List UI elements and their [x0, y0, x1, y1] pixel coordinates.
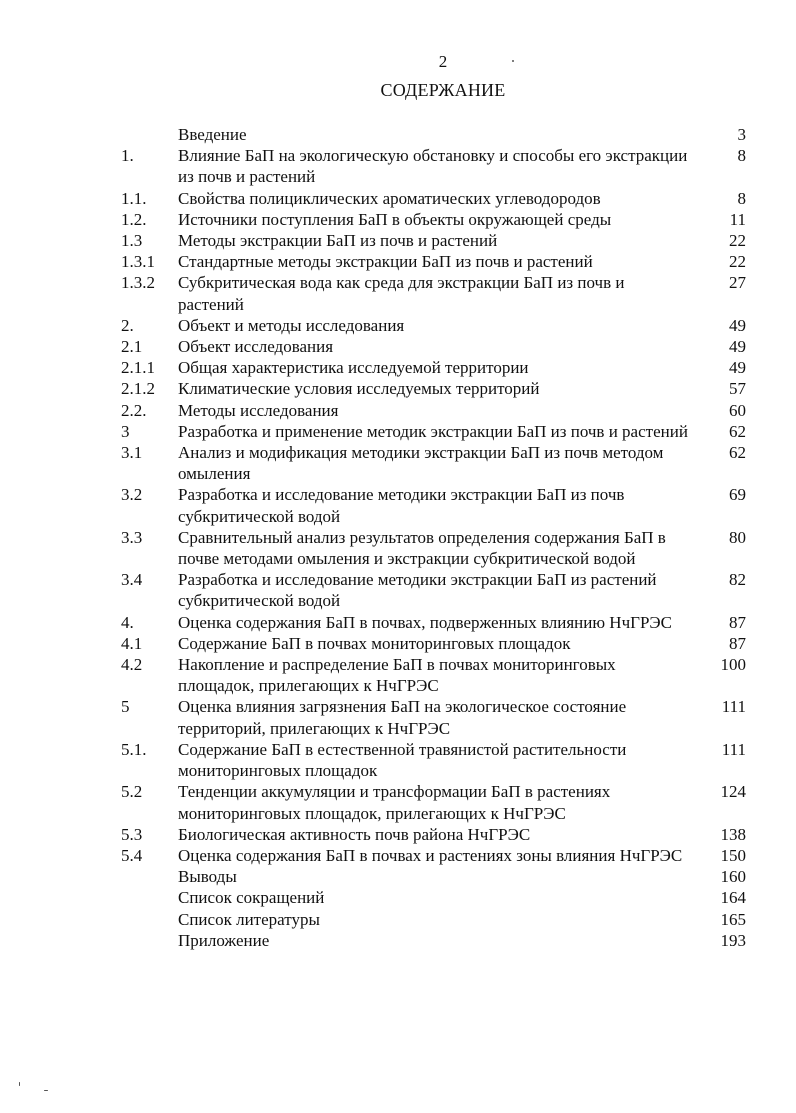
toc-entry-page: 82	[729, 570, 746, 590]
toc-entry-title: Содержание БаП в почвах мониторинговых площадок	[178, 633, 571, 653]
toc-entry-number: 2.1	[121, 337, 143, 357]
toc-entry	[121, 230, 746, 251]
toc-entry-page: 22	[729, 231, 746, 251]
toc-entry-title: Свойства полициклических ароматических углеводородов	[178, 188, 601, 208]
toc-entry-page: 111	[721, 739, 746, 759]
toc-entry-title: Климатические условия исследуемых территорий	[178, 379, 540, 399]
toc-entry-number: 2.1.1	[121, 358, 155, 378]
toc-entry-number: 5.4	[121, 845, 143, 865]
toc-entry	[121, 633, 746, 654]
toc-entry-page: 111	[721, 697, 746, 717]
toc-entry-page: 80	[729, 527, 746, 547]
toc-entry-page: 124	[720, 782, 746, 802]
toc-entry-number: 5.2	[121, 782, 143, 802]
toc-entry-title: Методы исследования	[178, 400, 339, 420]
toc-entry-title: Анализ и модификация методики экстракции БаП из почв методом омыления	[178, 443, 664, 484]
toc-entry-page: 193	[720, 930, 746, 950]
toc-entry-page: 87	[729, 633, 746, 653]
toc-entry-number: 1.	[121, 146, 134, 166]
toc-entry-number: 1.3	[121, 231, 143, 251]
toc-entry	[121, 421, 746, 442]
toc-entry-number: 1.3.1	[121, 252, 155, 272]
toc-entry-number: 5.3	[121, 824, 143, 844]
toc-entry-number: 3	[121, 421, 130, 441]
toc-entry-number: 4.2	[121, 655, 143, 675]
toc-entry-page: 150	[720, 845, 746, 865]
toc-entry-title: Список литературы	[178, 909, 320, 929]
page-number: 2	[438, 52, 448, 71]
toc-entry-title: Разработка и исследование методики экстракции БаП из растений субкритической водой	[178, 570, 657, 611]
toc-entry-title: Общая характеристика исследуемой территории	[178, 358, 529, 378]
toc-entry	[121, 930, 746, 951]
toc-entry-page: 8	[737, 188, 746, 208]
toc-entry-number: 2.	[121, 315, 134, 335]
toc-entry	[121, 739, 746, 781]
toc-entry-number: 3.2	[121, 485, 143, 505]
toc-entry	[121, 209, 746, 230]
toc-entry	[121, 400, 746, 421]
toc-entry-title: Сравнительный анализ результатов определения содержания БаП в почве методами омыления и экстракции субкритической водой	[178, 527, 666, 569]
toc-entry	[121, 654, 746, 696]
toc-entry-title: Источники поступления БаП в объекты окружающей среды	[178, 209, 612, 229]
toc-entry	[121, 696, 746, 738]
toc-entry-page: 49	[729, 337, 746, 357]
toc-entry-title: Биологическая активность почв района НчГРЭС	[178, 824, 531, 844]
toc-entry-number: 2.2.	[121, 400, 147, 420]
toc-entry-number: 1.3.2	[121, 273, 155, 293]
toc-entry-number: 1.2.	[121, 209, 147, 229]
toc-entry-number: 5.1.	[121, 739, 147, 759]
toc-entry	[121, 527, 746, 569]
toc-entry	[121, 336, 746, 357]
toc-entry	[121, 124, 746, 145]
toc-entry-title: Объект исследования	[178, 337, 334, 357]
toc-entry-title: Тенденции аккумуляции и трансформации БаП в растениях мониторинговых площадок, прилегающих к НчГРЭС	[178, 782, 611, 823]
toc-entry-page: 87	[729, 612, 746, 632]
scan-speck	[44, 1090, 48, 1091]
toc-entry-title: Введение	[178, 125, 247, 144]
toc-entry-title: Разработка и исследование методики экстракции БаП из почв субкритической водой	[178, 485, 625, 526]
toc-entry-page: 160	[720, 867, 746, 887]
toc-entry	[121, 442, 746, 484]
page-title: СОДЕРЖАНИЕ	[380, 80, 506, 100]
toc-entry	[121, 484, 746, 526]
toc-entry	[121, 612, 746, 633]
toc-entry-title: Влияние БаП на экологическую обстановку и способы его экстракции из почв и растений	[178, 146, 688, 187]
toc-entry	[121, 145, 746, 187]
toc-entry-title: Стандартные методы экстракции БаП из почв и растений	[178, 252, 593, 272]
toc-entry-number: 4.	[121, 612, 134, 632]
toc-entry	[121, 188, 746, 209]
toc-entry-number: 2.1.2	[121, 379, 155, 399]
toc-entry	[121, 781, 746, 823]
toc-entry-number: 3.3	[121, 527, 143, 547]
toc-entry	[121, 378, 746, 399]
toc-entry	[121, 569, 746, 611]
toc-entry-title: Оценка содержания БаП в почвах, подверженных влиянию НчГРЭС	[178, 612, 672, 632]
toc-entry-title: Объект и методы исследования	[178, 315, 405, 335]
toc-entry	[121, 824, 746, 845]
toc-entry-title: Содержание БаП в естественной травянистой растительности мониторинговых площадок	[178, 739, 627, 781]
toc-entry-number: 5	[121, 697, 130, 717]
toc-entry-page: 69	[729, 485, 746, 505]
toc-entry-title: Выводы	[178, 867, 237, 887]
toc-entry-number: 4.1	[121, 633, 143, 653]
toc-entry-page: 27	[729, 273, 746, 293]
toc-entry-title: Оценка содержания БаП в почвах и растениях зоны влияния НчГРЭС	[178, 845, 683, 865]
toc-entry-page: 100	[720, 655, 746, 675]
toc-entry-page: 165	[720, 909, 746, 929]
toc-entry-page: 49	[729, 315, 746, 335]
toc-entry-number: 3.1	[121, 443, 143, 463]
toc-entry-page: 164	[720, 888, 746, 908]
toc-entry-title: Разработка и применение методик экстракции БаП из почв и растений	[178, 421, 688, 441]
toc-entry-title: Приложение	[178, 930, 270, 950]
toc-entry	[121, 866, 746, 887]
toc-entry-page: 22	[729, 252, 746, 272]
toc-entry-page: 11	[729, 209, 746, 229]
toc-entry-title: Список сокращений	[178, 888, 325, 908]
toc-entry-number: 3.4	[121, 570, 143, 590]
toc-entry-title: Накопление и распределение БаП в почвах мониторинговых площадок, прилегающих к НчГРЭС	[178, 655, 616, 696]
toc-entry-page: 62	[729, 443, 746, 463]
toc-entry-page: 57	[729, 379, 746, 399]
toc-entry-page: 62	[729, 421, 746, 441]
toc-entry	[121, 272, 746, 314]
toc-entry-page: 8	[737, 146, 746, 166]
scan-speck	[512, 60, 514, 62]
toc-entry-page: 138	[720, 824, 746, 844]
toc-entry-title: Оценка влияния загрязнения БаП на экологическое состояние территорий, прилегающих к НчГРЭС	[178, 697, 627, 738]
toc-entry	[121, 845, 746, 866]
toc-entry	[121, 887, 746, 908]
toc-entry	[121, 315, 746, 336]
toc-entry-title: Методы экстракции БаП из почв и растений	[178, 231, 498, 251]
table-of-contents	[121, 124, 746, 951]
toc-entry	[121, 909, 746, 930]
toc-entry	[121, 357, 746, 378]
toc-entry-number: 1.1.	[121, 188, 147, 208]
toc-entry-page: 3	[737, 125, 746, 144]
toc-entry	[121, 251, 746, 272]
toc-entry-page: 49	[729, 358, 746, 378]
toc-entry-title: Субкритическая вода как среда для экстракции БаП из почв и растений	[178, 273, 625, 314]
scan-speck	[19, 1082, 20, 1086]
toc-entry-page: 60	[729, 400, 746, 420]
